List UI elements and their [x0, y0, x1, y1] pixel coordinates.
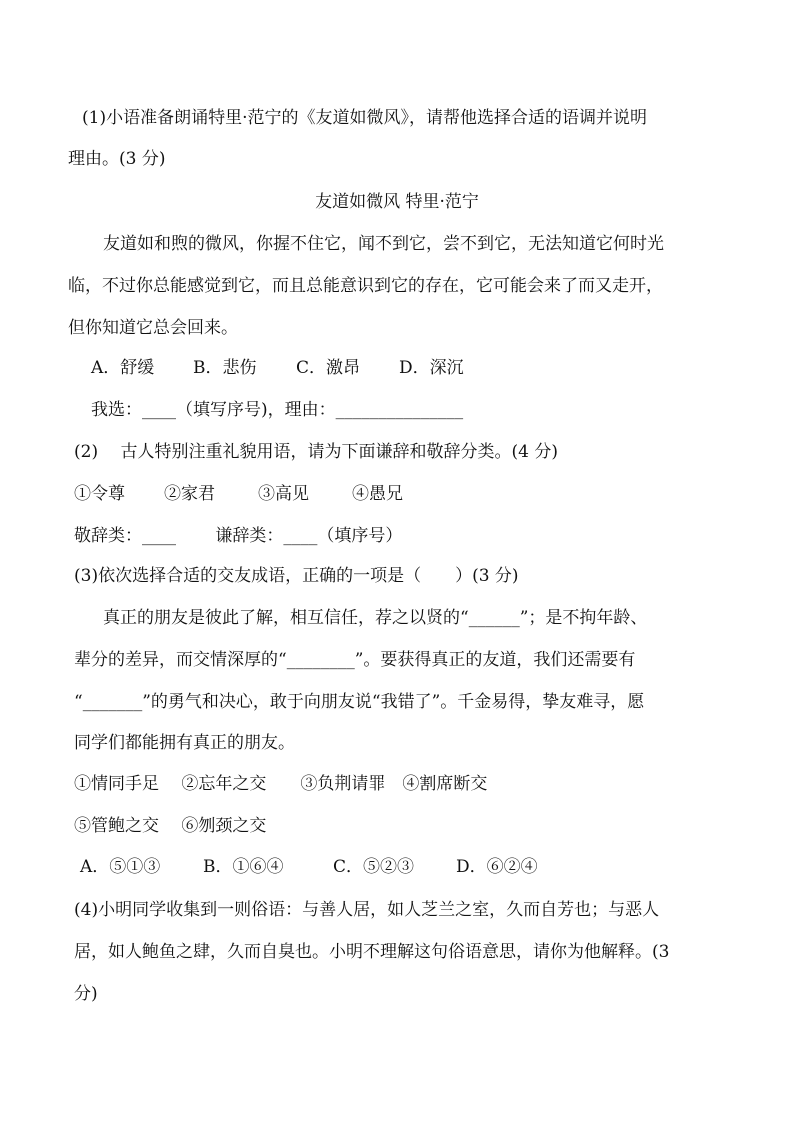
poem-line: 临，不过你总能感觉到它，而且总能意识到它的存在，它可能会来了而又走开， [68, 276, 663, 296]
q3-option-d: D．⑥②④ [456, 857, 538, 877]
q3-option-b: B．①⑥④ [203, 857, 284, 877]
q3-option-c: C．⑤②③ [333, 857, 415, 877]
q1-answer-line: 我选：____（填写序号)，理由：_______________ [91, 400, 464, 420]
q4-prompt-line2: 居，如人鲍鱼之肆，久而自臭也。小明不理解这句俗语意思，请你为他解释。(3 [74, 942, 670, 962]
q1-option-c: C．激昂 [296, 358, 361, 378]
q2-item-3: ③高见 [258, 484, 309, 504]
q1-option-b: B．悲伤 [193, 358, 257, 378]
q2-item-2: ②家君 [164, 484, 215, 504]
q3-paragraph-line: 同学们都能拥有真正的朋友。 [74, 733, 295, 753]
q4-prompt-line3: 分) [74, 984, 98, 1004]
q2-item-1: ①令尊 [74, 484, 125, 504]
q1-prompt-line2: 理由。(3 分) [68, 149, 166, 169]
q3-paragraph-line: 辈分的差异，而交情深厚的“________”。要获得真正的友道，我们还需要有 [74, 650, 636, 670]
q2-prompt: (2) 古人特别注重礼貌用语，请为下面谦辞和敬辞分类。(4 分) [74, 442, 558, 462]
q3-option-a: A．⑤①③ [80, 857, 161, 877]
q3-paragraph-line: “_______”的勇气和决心，敢于向朋友说“我错了”。千金易得，挚友难寻，愿 [74, 692, 645, 712]
q3-paragraph-line: 真正的朋友是彼此了解，相互信任，荐之以贤的“______”；是不拘年龄、 [103, 608, 648, 628]
q1-prompt-line1: (1)小语准备朗诵特里·范宁的《友道如微风》，请帮他选择合适的语调并说明 [82, 108, 647, 128]
q2-item-4: ④愚兄 [352, 484, 403, 504]
q3-idioms-line2: ⑤管鲍之交 ⑥刎颈之交 [74, 816, 267, 836]
q1-option-d: D．深沉 [399, 358, 464, 378]
poem-line: 友道如和煦的微风，你握不住它，闻不到它，尝不到它，无法知道它何时光 [103, 234, 664, 254]
poem-title: 友道如微风 特里·范宁 [315, 192, 479, 212]
q2-answer-line: 敬辞类：____ 谦辞类：____（填序号） [74, 526, 403, 546]
q4-prompt-line1: (4)小明同学收集到一则俗语：与善人居，如人芝兰之室，久而自芳也；与恶人 [74, 900, 660, 920]
poem-line: 但你知道它总会回来。 [68, 318, 238, 338]
q3-idioms-line1: ①情同手足 ②忘年之交 ③负荆请罪 ④割席断交 [74, 774, 488, 794]
q1-option-a: A．舒缓 [91, 358, 155, 378]
q3-prompt: (3)依次选择合适的交友成语，正确的一项是（ ）(3 分) [74, 566, 519, 586]
